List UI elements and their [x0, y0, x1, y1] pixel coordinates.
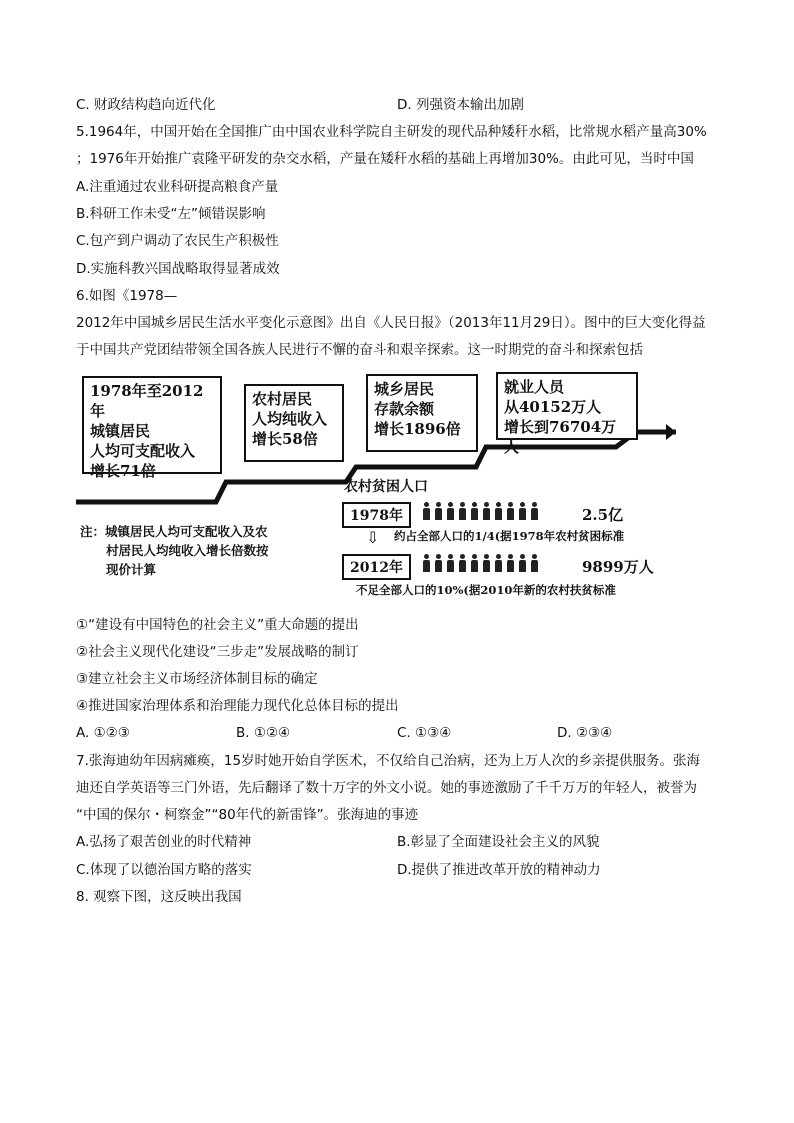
footnote-line-1: 注：城镇居民人均可支配收入及农	[80, 524, 268, 539]
footnote-line-3: 现价计算	[106, 562, 157, 577]
q6-option-b: B. ①②④	[236, 725, 291, 741]
person-icon	[494, 502, 503, 520]
person-icon	[506, 554, 515, 572]
person-icon	[470, 502, 479, 520]
figure-footnote	[80, 522, 269, 579]
q6-item-1: ①“建设有中国特色的社会主义”重大命题的提出	[76, 617, 359, 633]
rural-income-line-2: 人均纯收入	[252, 410, 328, 428]
rural-income-line-3: 增长58倍	[252, 430, 318, 448]
q5-option-d: D.实施科教兴国战略取得显著成效	[76, 261, 280, 277]
option-d-prev: D. 列强资本输出加剧	[397, 97, 524, 113]
urban-income-box	[82, 376, 222, 480]
q5-stem-2: ；1976年开始推广袁隆平研发的杂交水稻，产量在矮秆水稻的基础上再增加30%。由此可见，当时中国	[76, 151, 694, 167]
person-icon	[518, 502, 527, 520]
savings-line-3: 增长1896倍	[374, 420, 461, 438]
employment-line-2: 从40152万人	[504, 398, 602, 416]
q6-item-3: ③建立社会主义市场经济体制目标的确定	[76, 671, 318, 687]
employment-line-3: 增长到76704万人	[504, 418, 617, 456]
footnote-line-2: 村居民人均纯收入增长倍数按	[106, 543, 269, 558]
person-icon	[446, 502, 455, 520]
urban-income-line-4: 增长71倍	[90, 462, 156, 480]
option-c-prev: C. 财政结构趋向近代化	[76, 97, 216, 113]
poverty-people-2012	[422, 554, 539, 572]
poverty-1978-note: 约占全部人口的1/4(据1978年农村贫困标准	[394, 529, 625, 543]
q8-stem: 8. 观察下图，这反映出我国	[76, 889, 242, 905]
q6-stem-3: 于中国共产党团结带领全国各族人民进行不懈的奋斗和艰辛探索。这一时期党的奋斗和探索包括	[76, 342, 643, 358]
urban-income-line-3: 人均可支配收入	[90, 442, 196, 460]
rural-income-box	[244, 384, 344, 462]
q6-option-c: C. ①③④	[397, 725, 452, 741]
person-icon	[518, 554, 527, 572]
q5-stem-1: 5.1964年，中国开始在全国推广由中国农业科学院自主研发的现代品种矮秆水稻，比常规水稻产量高30%	[76, 124, 707, 140]
q7-option-c: C.体现了以德治国方略的落实	[76, 862, 252, 878]
savings-line-2: 存款余额	[374, 400, 435, 418]
person-icon	[494, 554, 503, 572]
q6-stem-2: 2012年中国城乡居民生活水平变化示意图》出自《人民日报》（2013年11月29日）。图中的巨大变化得益	[76, 315, 706, 331]
q7-option-a: A.弘扬了艰苦创业的时代精神	[76, 834, 252, 850]
q6-item-2: ②社会主义现代化建设“三步走”发展战略的制订	[76, 644, 359, 660]
poverty-people-1978	[422, 502, 539, 520]
person-icon	[530, 502, 539, 520]
person-icon	[470, 554, 479, 572]
person-icon	[434, 502, 443, 520]
year-2012-stamp: 2012年	[342, 554, 411, 580]
person-icon	[506, 502, 515, 520]
year-1978-stamp: 1978年	[342, 502, 411, 528]
poverty-2012-note: 不足全部人口的10%(据2010年新的农村扶贫标准	[356, 583, 616, 597]
q7-option-d: D.提供了推进改革开放的精神动力	[397, 862, 601, 878]
employment-line-1: 就业人员	[504, 378, 565, 396]
down-arrow-icon: ⇩	[366, 528, 380, 547]
person-icon	[446, 554, 455, 572]
q6-stem-1: 6.如图《1978—	[76, 288, 178, 304]
living-standard-figure	[76, 372, 676, 604]
person-icon	[422, 554, 431, 572]
person-icon	[530, 554, 539, 572]
savings-box	[366, 374, 478, 452]
employment-box	[496, 372, 638, 456]
q5-option-a: A.注重通过农业科研提高粮食产量	[76, 179, 279, 195]
person-icon	[482, 554, 491, 572]
q6-option-a: A. ①②③	[76, 725, 130, 741]
person-icon	[482, 502, 491, 520]
poverty-1978-value: 2.5亿	[582, 506, 624, 524]
q5-option-c: C.包产到户调动了农民生产积极性	[76, 233, 279, 249]
poverty-title: 农村贫困人口	[344, 479, 428, 495]
q7-stem-2: 迪还自学英语等三门外语，先后翻译了数十万字的外文小说。她的事迹激励了千千万万的年轻人，被誉为	[76, 780, 697, 796]
person-icon	[422, 502, 431, 520]
rural-income-line-1: 农村居民	[252, 390, 313, 408]
q5-option-b: B.科研工作未受“左”倾错误影响	[76, 206, 266, 222]
q7-option-b: B.彰显了全面建设社会主义的风貌	[397, 834, 600, 850]
urban-income-line-1: 1978年至2012年	[90, 382, 204, 420]
savings-line-1: 城乡居民	[374, 380, 435, 398]
q6-item-4: ④推进国家治理体系和治理能力现代化总体目标的提出	[76, 698, 399, 714]
person-icon	[458, 554, 467, 572]
q6-option-d: D. ②③④	[557, 725, 613, 741]
q7-stem-3: “中国的保尔・柯察金”“80年代的新雷锋”。张海迪的事迹	[76, 807, 419, 823]
person-icon	[434, 554, 443, 572]
poverty-2012-value: 9899万人	[582, 558, 654, 576]
urban-income-line-2: 城镇居民	[90, 422, 151, 440]
person-icon	[458, 502, 467, 520]
q7-stem-1: 7.张海迪幼年因病瘫痪，15岁时她开始自学医术，不仅给自己治病，还为上万人次的乡亲提供服务。张海	[76, 753, 701, 769]
